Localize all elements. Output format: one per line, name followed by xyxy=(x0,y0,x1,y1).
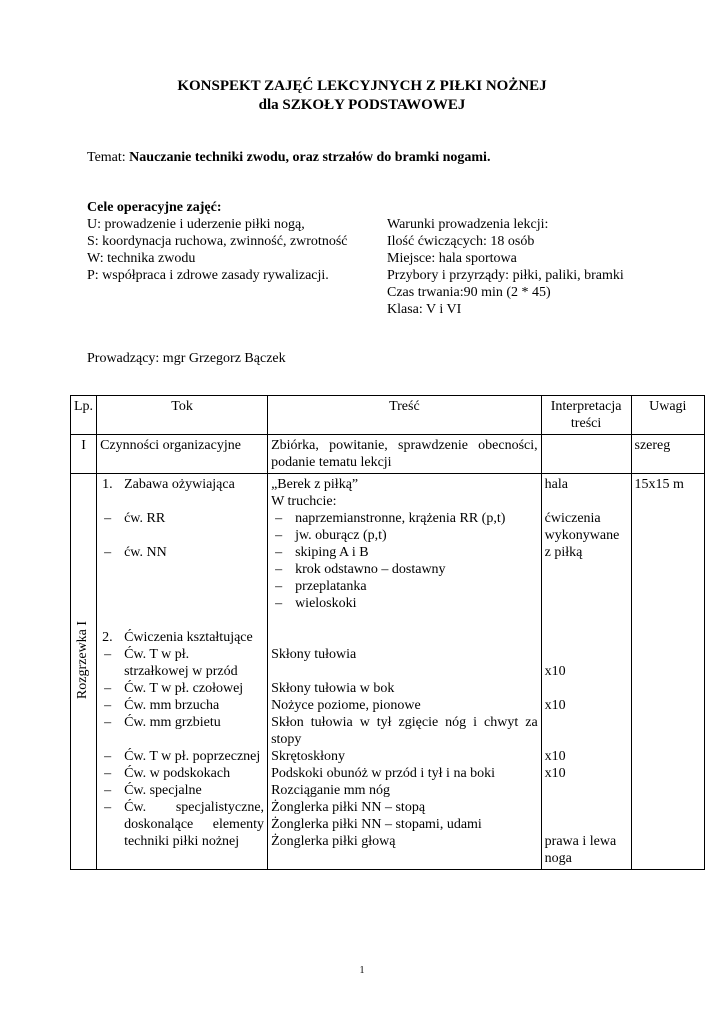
tresc-item: – wieloskoki xyxy=(271,595,538,612)
tok-item: – Ćw. mm grzbietu xyxy=(100,714,264,731)
tresc-line: Żonglerka piłki NN – stopami, udami xyxy=(271,817,482,832)
row2-tok xyxy=(97,474,268,870)
tresc-line: Żonglerka piłki głową xyxy=(271,834,396,849)
header-tresc: Treść xyxy=(268,396,542,435)
section-label-text: Rozgrzewka I xyxy=(75,620,90,700)
goals-heading: Cele operacyjne zajęć: xyxy=(87,200,222,215)
goal-item: P: współpraca i zdrowe zasady rywalizacji. xyxy=(87,268,329,283)
tok-item: – Ćw. mm brzucha xyxy=(100,697,264,714)
interp-line: hala xyxy=(544,477,568,492)
interp-line: x10 xyxy=(544,698,566,713)
tok-item: – Ćw. T w pł. poprzecznej xyxy=(100,748,264,765)
tok-item: – Ćw. specjalne xyxy=(100,782,264,799)
tresc-line: Skłon tułowia w tył zgięcie nóg i chwyt za stopy xyxy=(271,715,538,747)
tok-item: – Ćw. T w pł. strzałkowej w przód xyxy=(100,646,244,680)
table-row xyxy=(71,474,705,870)
interp-line: ćwiczenia xyxy=(544,511,601,526)
tresc-item: – skiping A i B xyxy=(271,544,538,561)
lesson-table xyxy=(70,395,705,870)
page-number: 1 xyxy=(359,965,365,976)
topic-text: Nauczanie techniki zwodu, oraz strzałów do bramki nogami. xyxy=(129,150,491,165)
tresc-item: – krok odstawno – dostawny xyxy=(271,561,538,578)
tok-item: – ćw. RR xyxy=(100,510,264,527)
condition-item: Miejsce: hala sportowa xyxy=(387,251,517,266)
topic-label: Temat: xyxy=(87,150,126,165)
interp-line: z piłką xyxy=(544,545,583,560)
tok-item: – Ćw. T w pł. czołowej xyxy=(100,680,264,697)
row2-interp xyxy=(541,474,631,870)
tok-number: 2. xyxy=(102,630,113,645)
row1-tresc: Zbiórka, powitanie, sprawdzenie obecności, podanie tematu lekcji xyxy=(268,435,542,474)
tok-item: – ćw. NN xyxy=(100,544,264,561)
tresc-item: – przeplatanka xyxy=(271,578,538,595)
goal-item: S: koordynacja ruchowa, zwinność, zwrotność xyxy=(87,234,348,249)
header-lp: Lp. xyxy=(71,396,97,435)
tresc-line: Skłony tułowia w bok xyxy=(271,681,395,696)
tok-item: – Ćw. w podskokach xyxy=(100,765,264,782)
row2-tresc xyxy=(268,474,542,870)
tok-item: Zabawa ożywiająca xyxy=(124,477,235,492)
row1-interp xyxy=(541,435,631,474)
tresc-item: – naprzemianstronne, krążenia RR (p,t) xyxy=(271,510,538,527)
row1-uwagi: szereg xyxy=(631,435,704,474)
interp-line: prawa i lewa xyxy=(544,834,617,849)
tresc-line: Rozciąganie mm nóg xyxy=(271,783,391,798)
section-label-rozgrzewka xyxy=(72,620,94,700)
condition-item: Czas trwania:90 min (2 * 45) xyxy=(387,285,551,300)
tresc-line: Nożyce poziome, pionowe xyxy=(271,698,421,713)
header-tok: Tok xyxy=(97,396,268,435)
interp-line: wykonywane xyxy=(544,528,620,543)
header-interpretacja: Interpretacja treści xyxy=(541,396,631,435)
condition-item: Klasa: V i VI xyxy=(387,302,462,317)
interp-line: x10 xyxy=(544,664,566,679)
interp-line: x10 xyxy=(544,766,566,781)
tresc-item: – jw. oburącz (p,t) xyxy=(271,527,538,544)
condition-item: Przybory i przyrządy: piłki, paliki, bramki xyxy=(387,268,624,283)
tok-number: 1. xyxy=(102,477,113,492)
table-header-row xyxy=(71,396,705,435)
row2-uwagi: 15x15 m xyxy=(631,474,704,870)
teacher: Prowadzący: mgr Grzegorz Bączek xyxy=(87,351,286,366)
document-title-line2: dla SZKOŁY PODSTAWOWEJ xyxy=(258,97,466,113)
interp-line: noga xyxy=(544,851,572,866)
condition-item: Warunki prowadzenia lekcji: xyxy=(387,217,549,232)
tresc-line: Żonglerka piłki NN – stopą xyxy=(271,800,426,815)
tresc-line: W truchcie: xyxy=(271,494,337,509)
interp-line: x10 xyxy=(544,749,566,764)
tok-item: Ćwiczenia kształtujące xyxy=(124,630,253,645)
header-uwagi: Uwagi xyxy=(631,396,704,435)
tresc-line: „Berek z piłką” xyxy=(271,477,359,492)
tresc-line: Skrętoskłony xyxy=(271,749,345,764)
document-title-line1: KONSPEKT ZAJĘĆ LEKCYJNYCH Z PIŁKI NOŻNEJ xyxy=(177,78,547,94)
row1-tok: Czynności organizacyjne xyxy=(97,435,268,474)
row1-lp: I xyxy=(71,435,97,474)
condition-item: Ilość ćwiczących: 18 osób xyxy=(387,234,535,249)
table-row xyxy=(71,435,705,474)
goal-item: U: prowadzenie i uderzenie piłki nogą, xyxy=(87,217,305,232)
tresc-line: Skłony tułowia xyxy=(271,647,357,662)
goal-item: W: technika zwodu xyxy=(87,251,196,266)
tok-item: – Ćw. specjalistyczne, doskonalące elementy techniki piłki nożnej xyxy=(100,799,264,850)
topic xyxy=(87,149,490,166)
tresc-line: Podskoki obunóż w przód i tył i na boki xyxy=(271,766,496,781)
